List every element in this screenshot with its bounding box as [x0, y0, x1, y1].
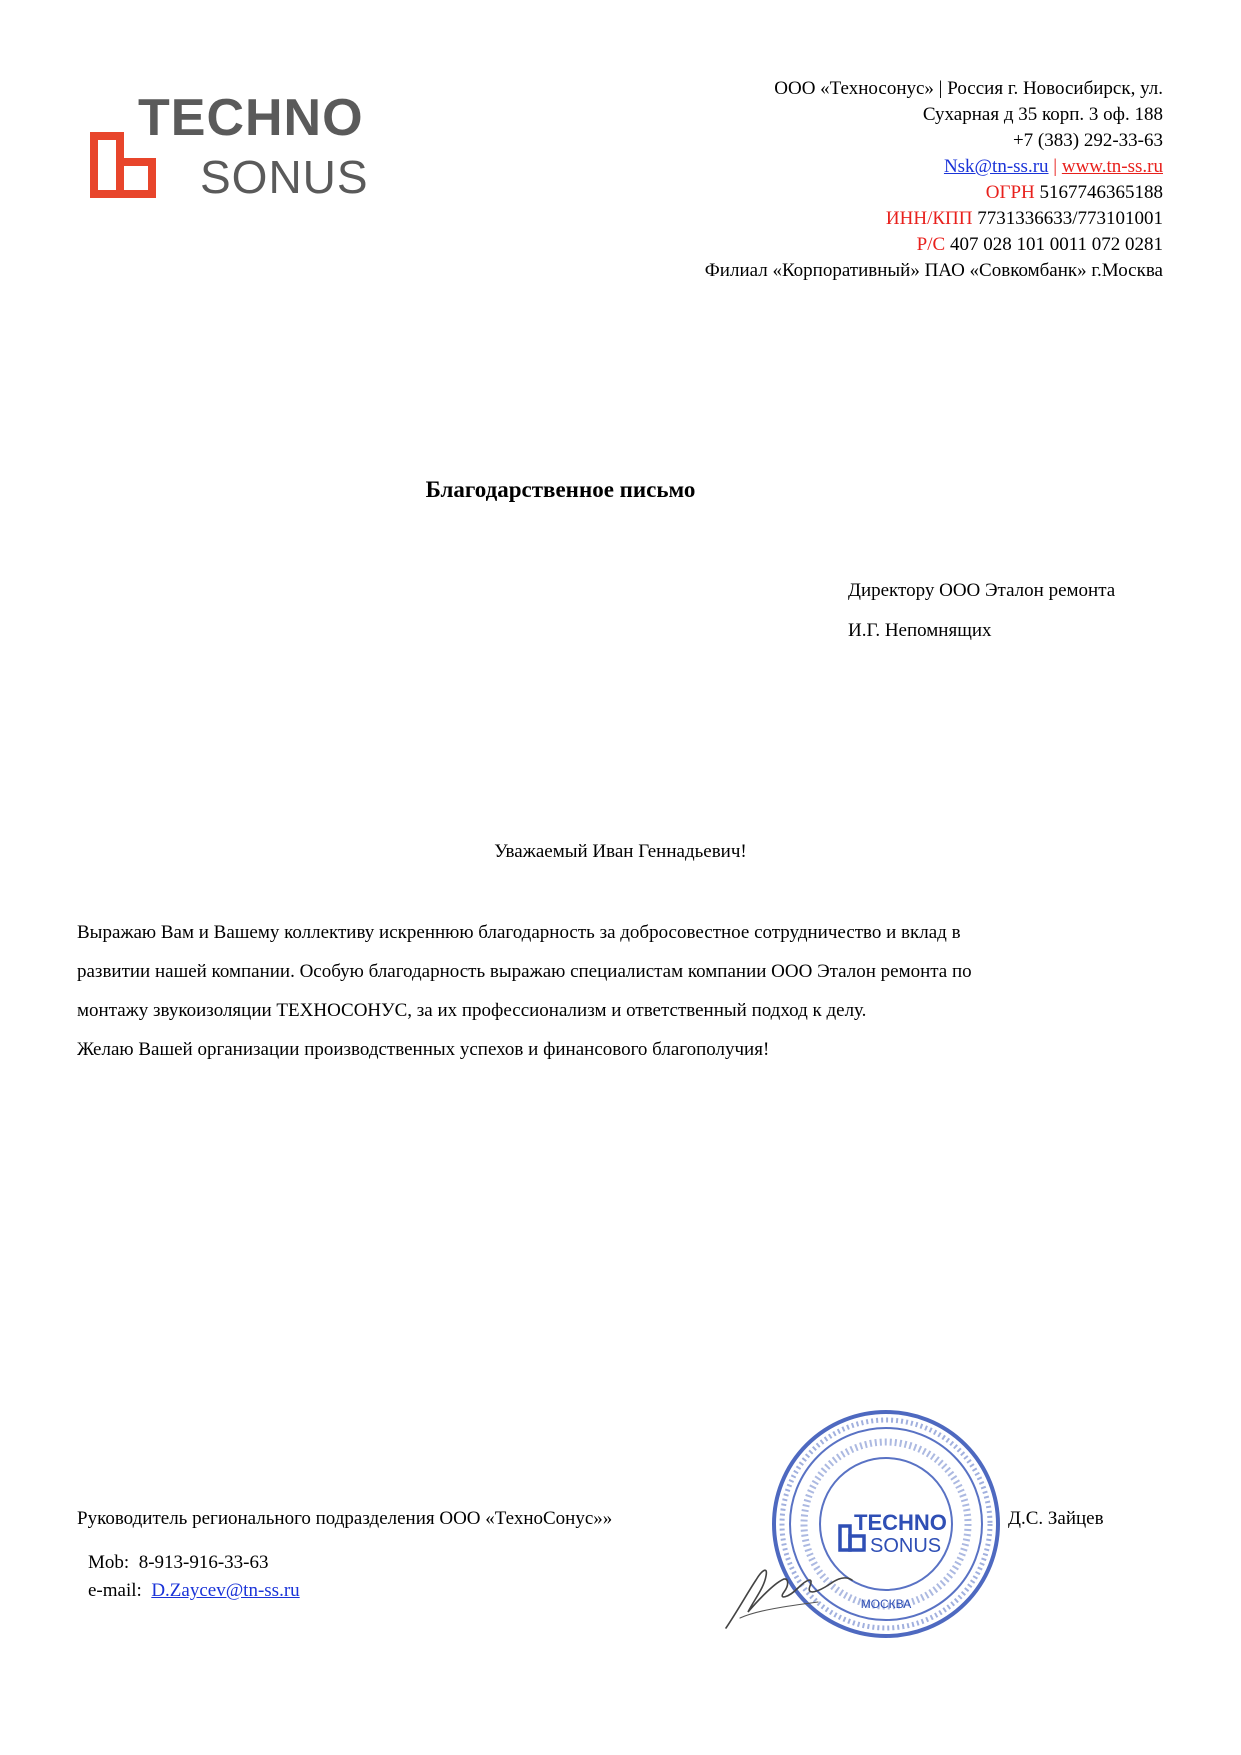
stamp-logo-line1: TECHNO [854, 1510, 947, 1535]
letter-title-text: Благодарственное письмо [425, 477, 696, 502]
email-line [88, 1577, 300, 1605]
inn-value: 7731336633/773101001 [977, 208, 1163, 229]
company-phone: +7 (383) 292-33-63 [1012, 130, 1163, 151]
company-address-line2: Сухарная д 35 корп. 3 оф. 188 [922, 104, 1163, 125]
body-paragraph-line: развитии нашей компании. Особую благодарность выражаю специалистам компании ООО Эталон ремонта по [77, 961, 972, 982]
ogrn-value: 5167746365188 [1039, 182, 1163, 203]
stamp-logo-line2: SONUS [870, 1535, 942, 1557]
company-logo [90, 89, 390, 206]
company-requisites [523, 76, 1163, 284]
addressee-position: Директору ООО Эталон ремонта [848, 580, 1116, 601]
link-separator: | [1053, 156, 1058, 177]
inn-line [523, 206, 1163, 232]
signatory-email-link[interactable]: D.Zaycev@tn-ss.ru [151, 1580, 300, 1601]
mobile-label: Mob: [88, 1552, 130, 1573]
email-label: e-mail: [88, 1580, 142, 1601]
company-website-link[interactable]: www.tn-ss.ru [1061, 156, 1163, 177]
company-email-link[interactable]: Nsk@tn-ss.ru [943, 156, 1049, 177]
addressee-block [848, 571, 1115, 651]
signatory-name: Д.С. Зайцев [1008, 1508, 1104, 1529]
ogrn-line [523, 180, 1163, 206]
mobile-value: 8-913-916-33-63 [138, 1552, 269, 1573]
handwritten-signature [718, 1540, 858, 1640]
addressee-name: И.Г. Непомнящих [848, 620, 992, 641]
logo-text-techno: TECHNO [138, 89, 364, 147]
contact-links [523, 154, 1163, 180]
body-paragraph-line: Желаю Вашей организации производственных успехов и финансового благополучия! [77, 1039, 770, 1060]
rs-label: Р/С [916, 234, 946, 255]
letter-body [77, 913, 1177, 1069]
mobile-line [88, 1549, 300, 1577]
signatory-position: Руководитель регионального подразделения ООО «ТехноСонус»» [77, 1508, 613, 1529]
rs-line [523, 232, 1163, 258]
ogrn-label: ОГРН [985, 182, 1035, 203]
body-paragraph-line: Выражаю Вам и Вашему коллективу искреннюю благодарность за добросовестное сотрудничество и вклад в [77, 922, 961, 943]
company-address-line1: ООО «Техносонус» | Россия г. Новосибирск, ул. [774, 78, 1163, 99]
greeting-text: Уважаемый Иван Геннадьевич! [494, 841, 747, 862]
body-paragraph-line: монтажу звукоизоляции ТЕХНОСОНУС, за их профессионализм и ответственный подход к делу. [77, 1000, 867, 1021]
rs-value: 407 028 101 0011 072 0281 [949, 234, 1163, 255]
bank-line: Филиал «Корпоративный» ПАО «Совкомбанк» г.Москва [704, 260, 1163, 281]
logo-text-sonus: SONUS [200, 151, 369, 203]
stamp-city: МОСКВА [860, 1597, 912, 1611]
greeting [0, 841, 1241, 863]
signatory-contacts [88, 1549, 300, 1605]
inn-label: ИНН/КПП [885, 208, 973, 229]
letter-title [0, 477, 1241, 503]
